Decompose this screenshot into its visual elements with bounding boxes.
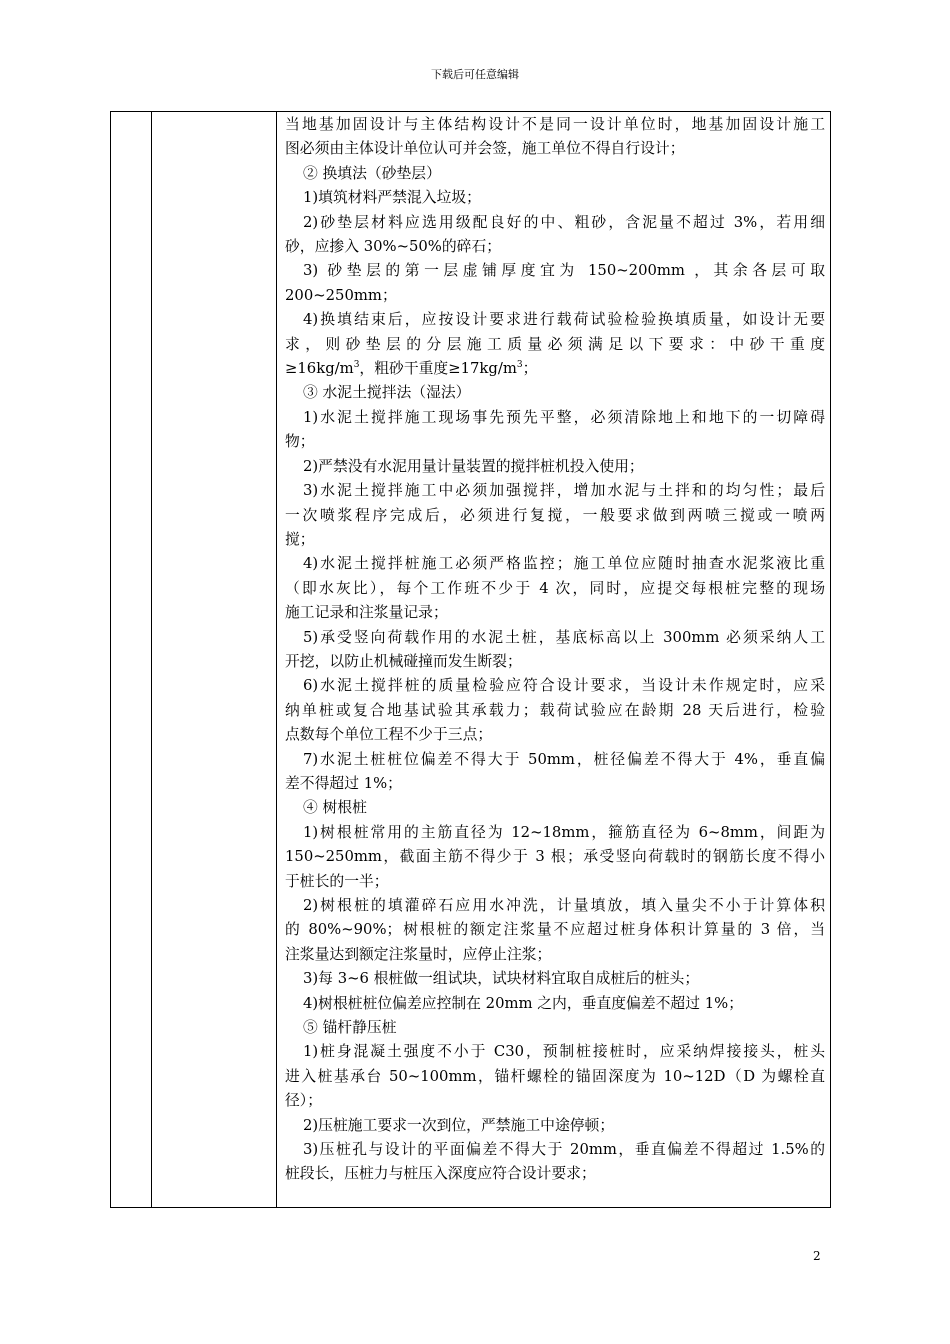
text-line: 1)桩身混凝土强度不小于 C30，预制桩接桩时，应采纳焊接接头，桩头 [303,1043,825,1061]
text-line: 砂，应掺入 30%~50%的碎石； [285,238,502,256]
page-number: 2 [813,1249,821,1263]
text-line: 1)填筑材料严禁混入垃圾； [303,189,481,207]
text-line: （即水灰比），每个工作班不少于 4 次，同时，应提交每根桩完整的现场 [285,579,825,597]
text-line: 2)压桩施工要求一次到位，严禁施工中途停顿； [303,1116,615,1134]
text-line: 1)树根桩常用的主筋直径为 12~18mm，箍筋直径为 6~8mm，间距为 [303,823,825,841]
text-line: 物； [285,433,315,451]
section-heading: ④ 树根桩 [303,799,367,817]
text-fragment: ≥16kg/m [285,360,354,378]
text-line: 点数每个单位工程不少于三点； [285,726,493,744]
text-line: 4)水泥土搅拌桩施工必须严格监控；施工单位应随时抽查水泥浆液比重 [303,555,825,573]
text-line: 2)严禁没有水泥用量计量装置的搅拌桩机投入使用； [303,457,644,475]
text-line: 施工记录和注浆量记录； [285,604,448,622]
section-heading: ② 换填法（砂垫层） [303,164,441,182]
text-line: 2)树根桩的填灌碎石应用水冲洗，计量填放，填入量尖不小于计算体积 [303,897,825,914]
section-heading: ③ 水泥土搅拌法（湿法） [303,384,471,402]
text-fragment: ； [522,360,538,378]
table-column-divider-1 [151,112,152,1207]
page-header: 下载后可任意编辑 [431,68,519,81]
superscript: 3 [516,360,523,371]
text-line: 4)树根桩桩位偏差应控制在 20mm 之内，垂直度偏差不超过 1%； [303,994,743,1012]
text-line: 一次喷浆程序完成后，必须进行复搅，一般要求做到两喷三搅或一喷两 [285,506,825,524]
text-line: 3)压桩孔与设计的平面偏差不得大于 20mm，垂直偏差不得超过 1.5%的 [303,1141,825,1159]
text-line: 纳单桩或复合地基试验其承载力；载荷试验应在龄期 28 天后进行，检验 [285,701,825,719]
section-heading: ⑤ 锚杆静压桩 [303,1019,397,1037]
superscript: 3 [353,360,360,371]
text-line: 于桩长的一半； [285,872,389,890]
text-line: 开挖，以防止机械碰撞而发生断裂； [285,652,522,670]
text-line: 注浆量达到额定注浆量时，应停止注浆； [285,945,552,963]
text-line [285,357,825,381]
text-line: 搅； [285,530,315,548]
table-column-divider-2 [276,112,277,1207]
text-line: 3) 砂垫层的第一层虚铺厚度宜为 150~200mm ，其余各层可取 [303,262,825,280]
text-line: 当地基加固设计与主体结构设计不是同一设计单位时，地基加固设计施工 [285,116,825,133]
text-line: 200~250mm； [285,286,397,304]
text-line: 求，则砂垫层的分层施工质量必须满足以下要求：中砂干重度 [285,335,825,353]
text-fragment: ，粗砂干重度≥17kg/m [359,360,517,378]
text-line: 3)每 3~6 根桩做一组试块，试块材料宜取自成桩后的桩头； [303,970,700,988]
text-line: 进入桩基承台 50~100mm，锚杆螺栓的锚固深度为 10~12D（D 为螺栓直 [285,1067,825,1085]
text-line: 7)水泥土桩桩位偏差不得大于 50mm，桩径偏差不得大于 4%，垂直偏 [303,750,825,768]
table-content-cell [285,113,825,1187]
text-line: 的 80%~90%；树根桩的额定注浆量不应超过桩身体积计算量的 3 倍，当 [285,921,825,939]
text-line: 图必须由主体设计单位认可并会签，施工单位不得自行设计； [285,140,685,158]
text-line: 桩段长，压桩力与桩压入深度应符合设计要求； [285,1165,596,1183]
text-line: 6)水泥土搅拌桩的质量检验应符合设计要求，当设计未作规定时，应采 [303,677,825,695]
text-line: 径）； [285,1092,322,1110]
text-line: 2)砂垫层材料应选用级配良好的中、粗砂，含泥量不超过 3%，若用细 [303,213,825,231]
text-line: 4)换填结束后，应按设计要求进行载荷试验检验换填质量，如设计无要 [303,311,825,329]
text-line: 3)水泥土搅拌施工中必须加强搅拌，增加水泥与土拌和的均匀性；最后 [303,482,825,500]
text-line: 150~250mm，截面主筋不得少于 3 根；承受竖向荷载时的钢筋长度不得小 [285,848,825,866]
text-line: 5)承受竖向荷载作用的水泥土桩，基底标高以上 300mm 必须采纳人工 [303,628,825,646]
text-line: 差不得超过 1%； [285,774,402,792]
text-line: 1)水泥土搅拌施工现场事先预先平整，必须清除地上和地下的一切障碍 [303,408,825,426]
